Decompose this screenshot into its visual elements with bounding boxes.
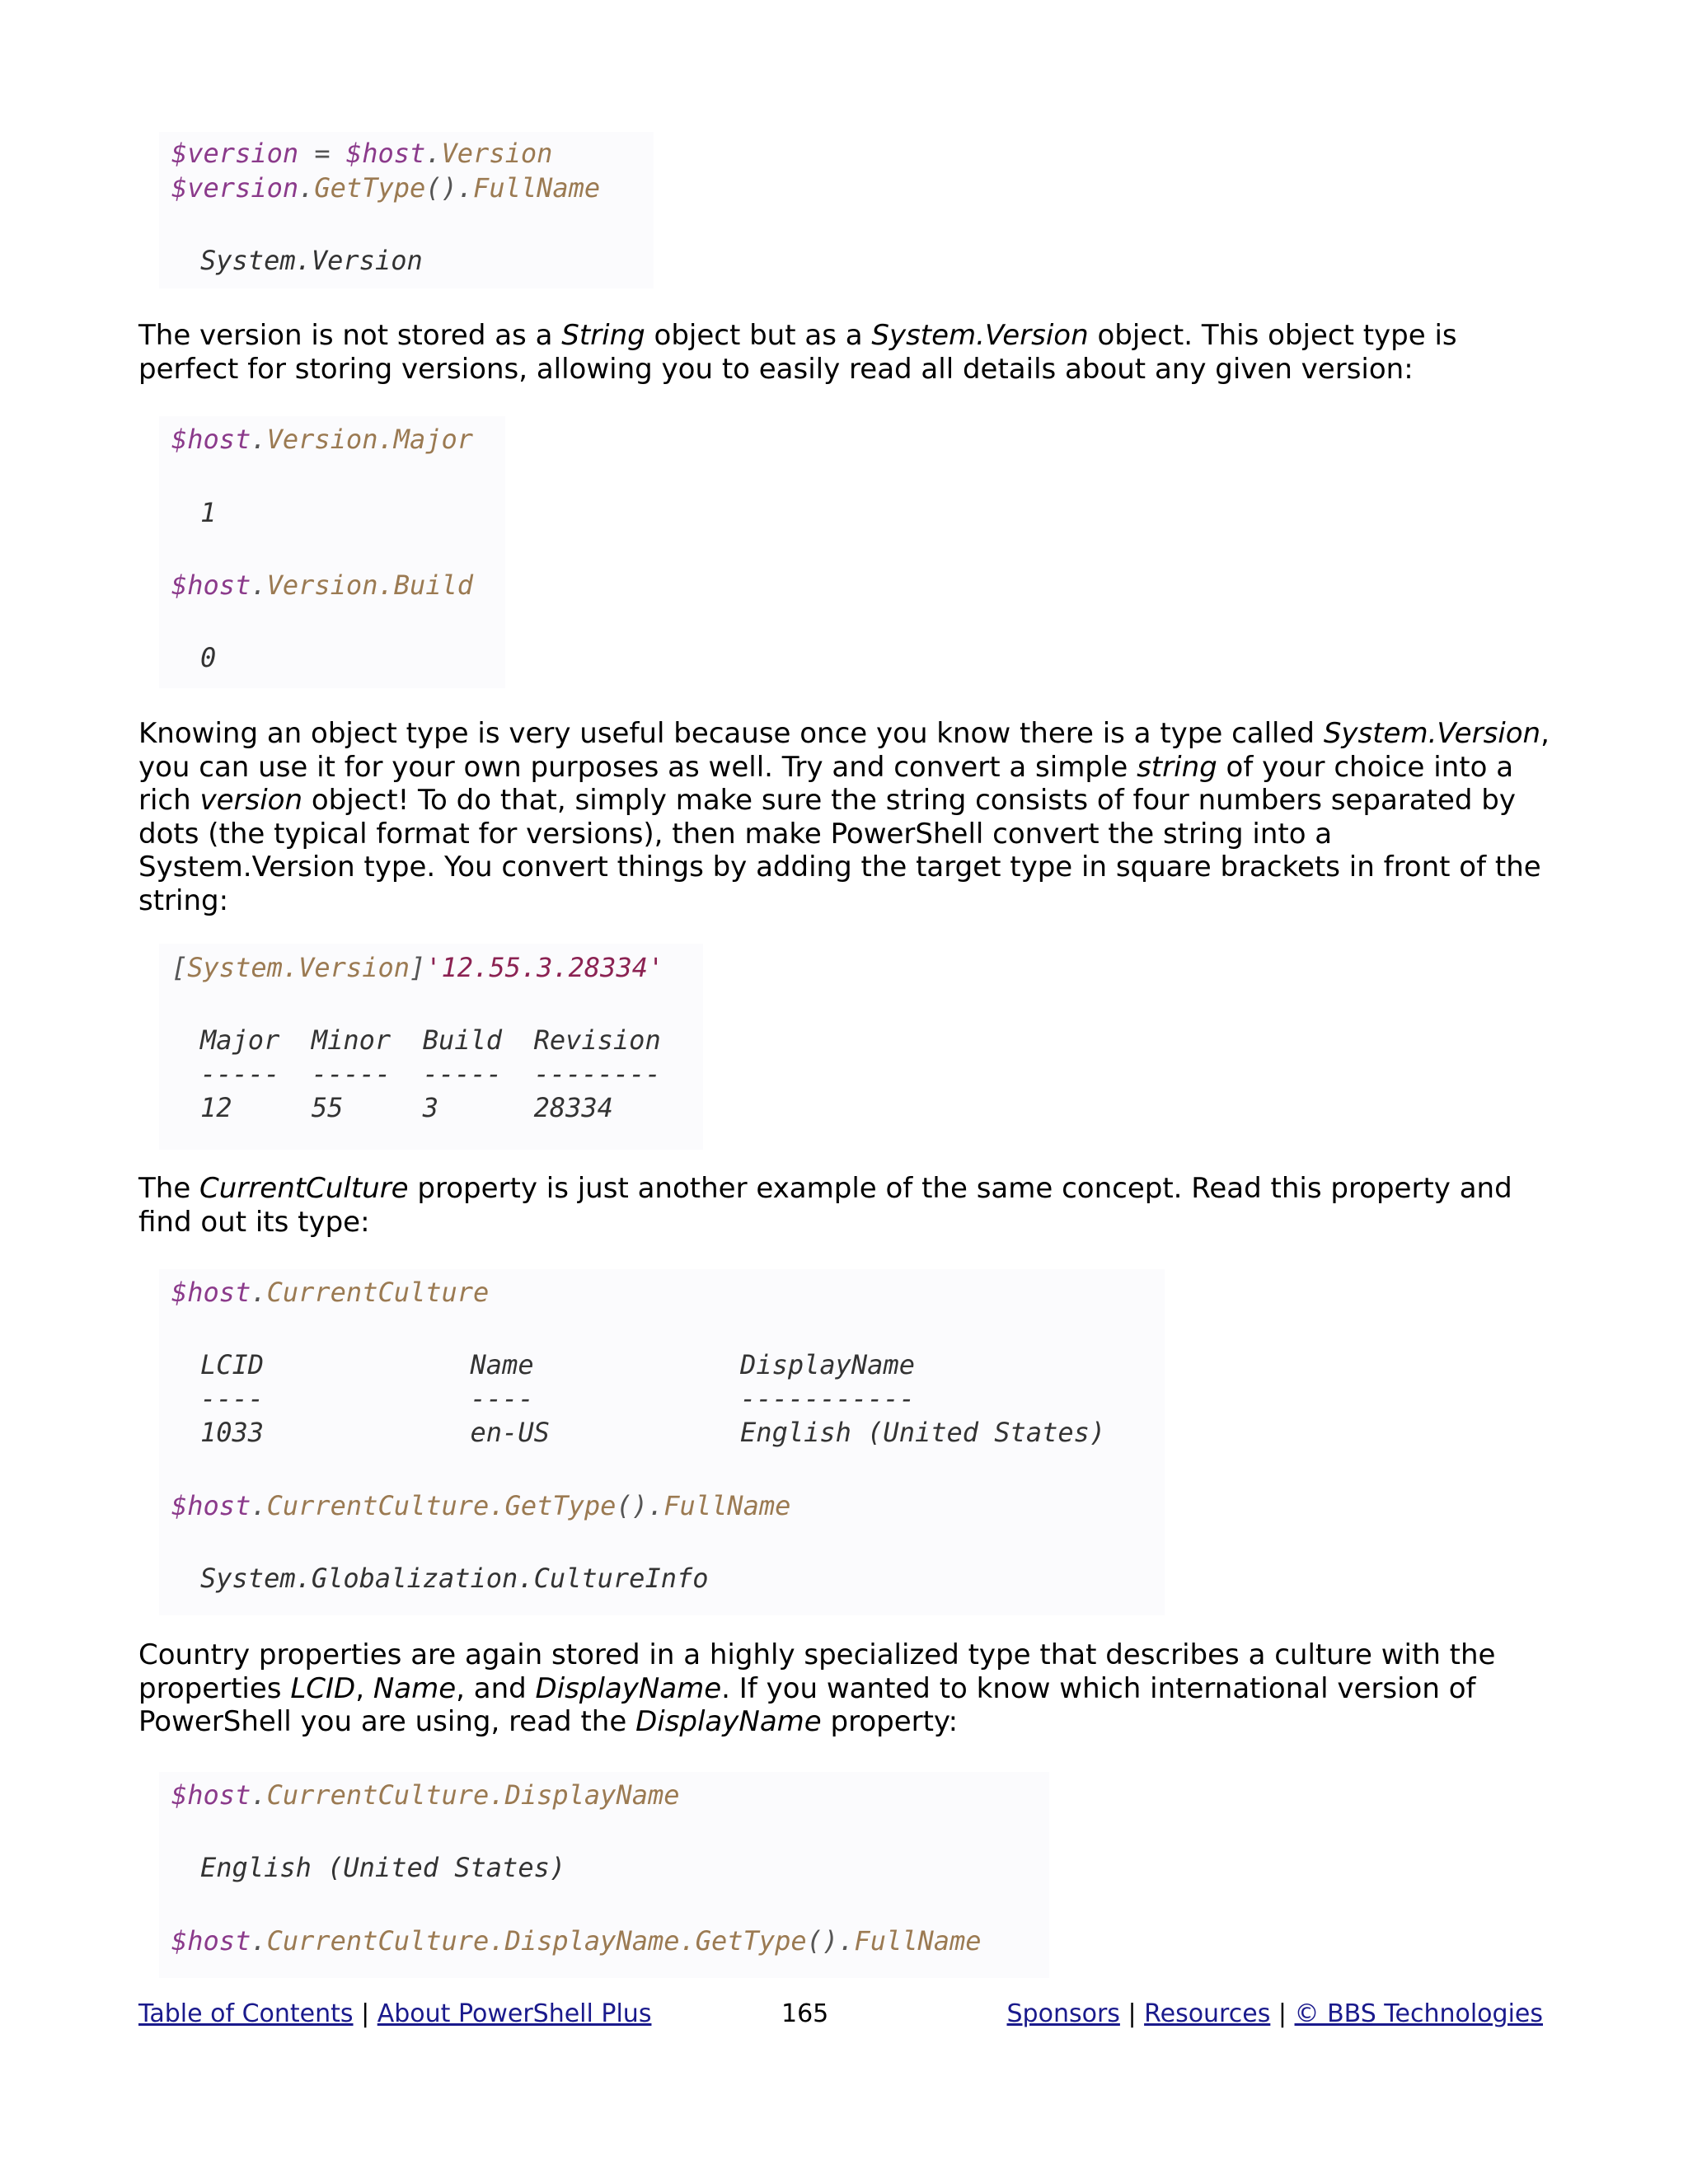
body-paragraph: Knowing an object type is very useful because once you know there is a type called System.Version, you can use it for your own purposes as well. Try and convert a simple string of your choice into a rich version object! To do that, simply make sure the string consists of four numbers separated by dots (the typical format for versions), then make PowerShell convert the string into a System.Version type. You convert things by adding the target type in square brackets in front of the string: — [138, 717, 1550, 917]
code-output: System.Globalization.CultureInfo — [200, 1563, 709, 1594]
code-line: $host.CurrentCulture.DisplayName — [171, 1779, 680, 1811]
code-line: $version = $host.Version — [171, 138, 553, 169]
code-line: $host.Version.Build — [171, 569, 474, 601]
table-header: Major Minor Build Revision — [200, 1024, 661, 1056]
footer-separator: | — [361, 1999, 370, 2028]
code-line: $version.GetType().FullName — [171, 172, 601, 204]
table-rule: ----- ----- ----- -------- — [200, 1058, 661, 1090]
table-header: LCID Name DisplayName — [200, 1349, 915, 1380]
code-line: $host.Version.Major — [171, 424, 474, 455]
table-of-contents-link[interactable]: Table of Contents — [138, 1999, 354, 2028]
code-output: System.Version — [200, 245, 423, 276]
body-paragraph: The version is not stored as a String object but as a System.Version object. This object type is perfect for storing versions, allowing you to easily read all details about any given version: — [138, 319, 1457, 386]
footer-separator: | — [1128, 1999, 1137, 2028]
resources-link[interactable]: Resources — [1144, 1999, 1271, 2028]
bbs-technologies-link[interactable]: © BBS Technologies — [1294, 1999, 1543, 2028]
page-number: 165 — [781, 1999, 829, 2028]
table-row: 12 55 3 28334 — [200, 1092, 613, 1123]
code-output: English (United States) — [200, 1852, 566, 1883]
sponsors-link[interactable]: Sponsors — [1006, 1999, 1120, 2028]
body-paragraph: Country properties are again stored in a highly specialized type that describes a culture with the properties LCID, Name, and DisplayName. If you wanted to know which international version of PowerShell you are using, read the DisplayName property: — [138, 1638, 1496, 1738]
table-row: 1033 en-US English (United States) — [200, 1417, 1106, 1448]
code-output: 0 — [200, 642, 217, 673]
code-line: $host.CurrentCulture — [171, 1277, 490, 1308]
code-line: $host.CurrentCulture.DisplayName.GetType().FullName — [171, 1925, 982, 1957]
code-output: 1 — [200, 497, 217, 528]
table-rule: ---- ---- ----------- — [200, 1383, 915, 1414]
code-line: $host.CurrentCulture.GetType().FullName — [171, 1490, 791, 1521]
about-powershell-plus-link[interactable]: About PowerShell Plus — [377, 1999, 652, 2028]
footer-right — [1007, 1998, 1544, 2031]
body-paragraph: The CurrentCulture property is just another example of the same concept. Read this property and find out its type: — [138, 1172, 1512, 1239]
footer-left — [138, 1998, 651, 2031]
code-line: [System.Version]'12.55.3.28334' — [171, 952, 664, 983]
footer-separator: | — [1278, 1999, 1287, 2028]
